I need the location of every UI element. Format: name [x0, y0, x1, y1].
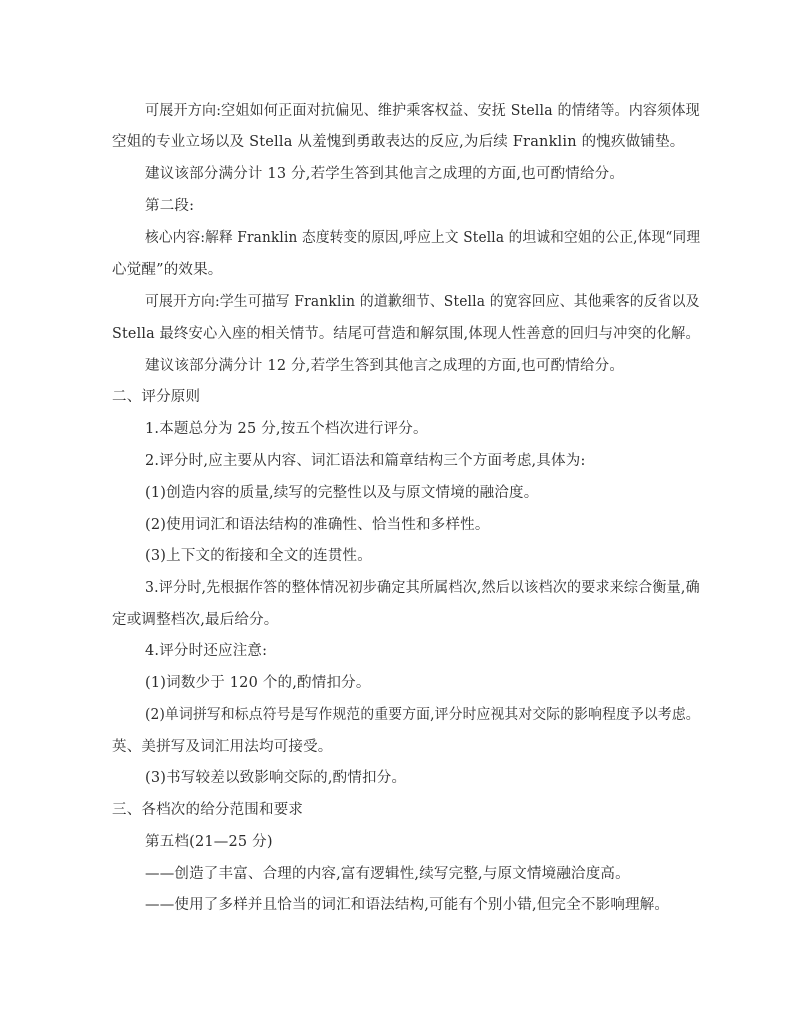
list-item: (3)上下文的衔接和全文的连贯性。	[145, 548, 372, 564]
list-item: (1)创造内容的质量,续写的完整性以及与原文情境的融洽度。	[145, 485, 539, 501]
text-line: 建议该部分满分计 13 分,若学生答到其他言之成理的方面,也可酌情给分。	[145, 166, 625, 182]
text-line: 建议该部分满分计 12 分,若学生答到其他言之成理的方面,也可酌情给分。	[145, 358, 625, 374]
list-item: 4.评分时还应注意:	[145, 643, 268, 659]
list-item: (1)词数少于 120 个的,酌情扣分。	[145, 675, 371, 691]
list-item: (2)单词拼写和标点符号是写作规范的重要方面,评分时应视其对交际的影响程度予以考虑。	[145, 707, 700, 723]
section-heading: 二、评分原则	[112, 389, 201, 405]
list-item: 1.本题总分为 25 分,按五个档次进行评分。	[145, 421, 428, 437]
list-item: 3.评分时,先根据作答的整体情况初步确定其所属档次,然后以该档次的要求来综合衡量,确	[145, 580, 700, 596]
grade-band-heading: 第五档(21—25 分)	[145, 834, 273, 850]
text-line: 定或调整档次,最后给分。	[112, 612, 279, 628]
text-line: 心觉醒”的效果。	[112, 262, 223, 278]
list-item: 2.评分时,应主要从内容、词汇语法和篇章结构三个方面考虑,具体为:	[145, 453, 586, 469]
criteria-item: ——创造了丰富、合理的内容,富有逻辑性,续写完整,与原文情境融洽度高。	[145, 866, 630, 882]
text-line: Stella 最终安心入座的相关情节。结尾可营造和解氛围,体现人性善意的回归与冲突的化解。	[112, 326, 701, 342]
text-line: 空姐的专业立场以及 Stella 从羞愧到勇敢表达的反应,为后续 Franklin 的愧疚做铺垫。	[112, 134, 685, 150]
list-item: (3)书写较差以致影响交际的,酌情扣分。	[145, 770, 407, 786]
section-heading: 三、各档次的给分范围和要求	[112, 802, 304, 818]
text-line: 可展开方向:学生可描写 Franklin 的道歉细节、Stella 的宽容回应、其他乘客的反省以及	[145, 294, 700, 310]
list-item: (2)使用词汇和语法结构的准确性、恰当性和多样性。	[145, 517, 490, 533]
text-line: 可展开方向:空姐如何正面对抗偏见、维护乘客权益、安抚 Stella 的情绪等。内容须体现	[145, 103, 700, 119]
criteria-item: ——使用了多样并且恰当的词汇和语法结构,可能有个别小错,但完全不影响理解。	[145, 897, 670, 913]
section-heading: 第二段:	[145, 198, 195, 214]
text-line: 核心内容:解释 Franklin 态度转变的原因,呼应上文 Stella 的坦诚和空姐的公正,体现“同理	[145, 230, 701, 246]
text-line: 英、美拼写及词汇用法均可接受。	[112, 739, 333, 755]
